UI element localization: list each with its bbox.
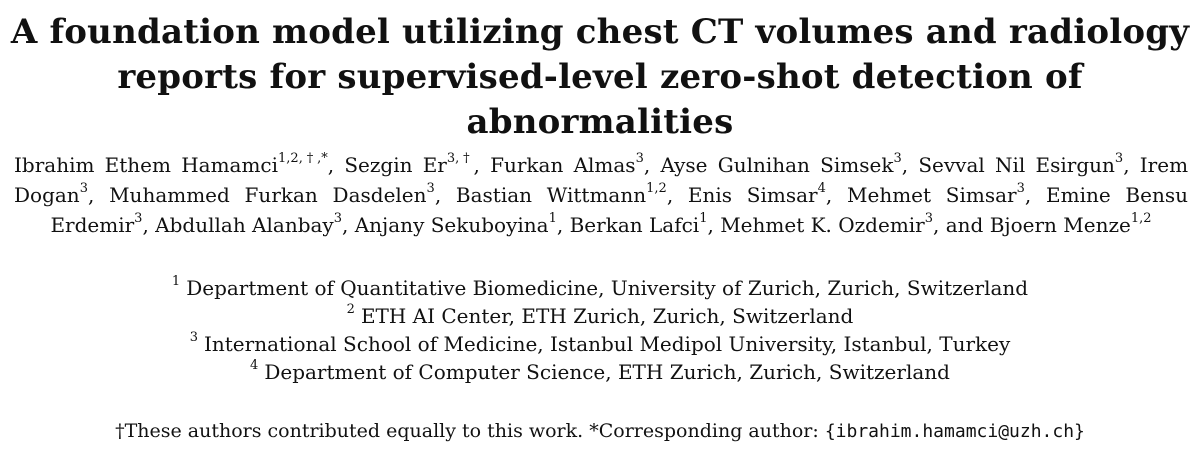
author: Irem Dogan$^3$ xyxy=(14,153,1189,207)
author: Mehmet Simsar$^3$ xyxy=(847,181,1025,207)
author: Mehmet K. Ozdemir$^3$ xyxy=(720,211,934,237)
title-line-1: A foundation model utilizing chest CT volumes and radiology xyxy=(10,12,1190,52)
author: Bastian Wittmann$^{1,2}$ xyxy=(455,181,667,207)
author: Abdullah Alanbay$^3$ xyxy=(155,211,343,237)
affiliation: $^1$ Department of Quantitative Biomedicine, University of Zurich, Zurich, Switzerland xyxy=(171,274,1029,300)
author: Sevval Nil Esirgun$^3$ xyxy=(918,151,1124,177)
author: Emine Bensu Erdemir$^3$ xyxy=(50,183,1188,237)
title-line-2: reports for supervised-level zero-shot detection of abnormalities xyxy=(117,57,1083,142)
equal-contribution-note: †These authors contributed equally to this work. xyxy=(115,420,584,442)
author: Enis Simsar$^4$ xyxy=(687,181,826,207)
author-conjunction: and xyxy=(945,213,984,237)
affiliation: $^2$ ETH AI Center, ETH Zurich, Zurich, Switzerland xyxy=(346,302,854,328)
author: Berkan Lafci$^1$ xyxy=(569,211,708,237)
author: Muhammed Furkan Dasdelen$^3$ xyxy=(109,181,435,207)
author: Anjany Sekuboyina$^1$ xyxy=(354,211,557,237)
paper-title xyxy=(0,10,1200,145)
corresponding-author-label: *Corresponding author: xyxy=(589,420,819,442)
author: Ibrahim Ethem Hamamci$^{1,2,\dagger,*}$ xyxy=(14,151,328,177)
affiliation: $^4$ Department of Computer Science, ETH Zurich, Zurich, Switzerland xyxy=(250,358,950,384)
author: Ayse Gulnihan Simsek$^3$ xyxy=(660,151,902,177)
author: Furkan Almas$^3$ xyxy=(490,151,644,177)
author: Bjoern Menze$^{1,2}$ xyxy=(989,211,1152,237)
affiliation: $^3$ International School of Medicine, Istanbul Medipol University, Istanbul, Turkey xyxy=(189,330,1011,356)
author-footnote xyxy=(0,418,1200,445)
affiliation-list xyxy=(0,274,1200,386)
corresponding-email: {ibrahim.hamamci@uzh.ch} xyxy=(824,421,1085,442)
author: Sezgin $Er^{3,\dagger}$ xyxy=(344,151,474,177)
author-list: Ibrahim Ethem Hamamci$^{1,2,\dagger,*}$, Sezgin $Er^{3,\dagger}$, Furkan Almas$^3$, Ayse Gulnihan Simsek$^3$, Sevval Nil Esirgun$^3$, Irem Dogan$^3$, Muhammed Furkan Dasdelen$^3$, Bastian Wittmann$^{1,2}$, Enis Simsar$^4$, Mehmet Simsar$^3$, Emine Bensu Erdemir$^3$, Abdullah Alanbay$^3$, Anjany Sekuboyina$^1$, Berkan Lafci$^1$, Mehmet K. Ozdemir$^3$, and Bjoern Menze$^{1,2}$ xyxy=(14,151,1189,237)
